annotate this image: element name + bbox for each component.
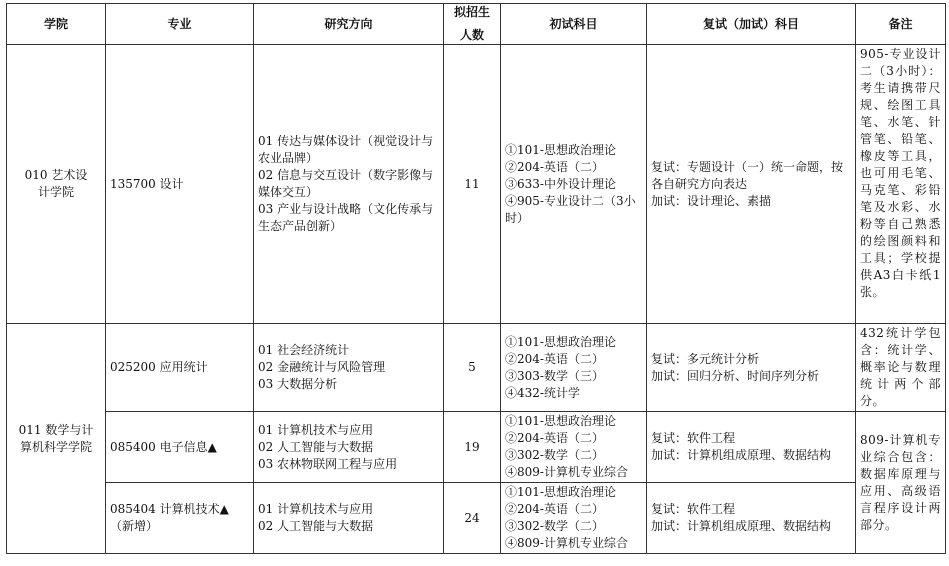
prelim-cell — [501, 45, 647, 324]
direction-item: 02 信息与交互设计（数字影像与媒体交互） — [258, 168, 434, 199]
prelim-subject: ②204-英语（二） — [505, 431, 604, 445]
prelim-subject: ④432-统计学 — [505, 385, 580, 400]
prelim-subject: ②204-英语（二） — [505, 351, 604, 366]
admissions-table — [6, 3, 946, 554]
prelim-subject: ④809-计算机专业综合 — [505, 465, 628, 479]
retest-subject: 加试：计算机组成原理、数据结构 — [651, 519, 832, 533]
prelim-subject: ③302-数学（二） — [505, 448, 604, 462]
note-cell: 809-计算机专业综合包含：数据库原理与应用、高级语言程序设计两部分。 — [856, 412, 946, 554]
direction-item: 03 农林物联网工程与应用 — [258, 456, 398, 471]
direction-item: 02 人工智能与大数据 — [258, 439, 374, 454]
direction-item: 03 产业与设计战略（文化传承与生态产品创新） — [258, 202, 434, 233]
table-row — [7, 324, 946, 412]
direction-item: 01 社会经济统计 — [258, 343, 350, 357]
retest-cell — [647, 412, 856, 483]
retest-cell — [647, 45, 856, 324]
header-quota-line2: 人数 — [459, 28, 484, 42]
retest-subject: 复试：软件工程 — [651, 431, 736, 445]
direction-cell — [254, 45, 444, 324]
major-cell: 135700 设计 — [106, 45, 254, 324]
direction-item: 03 大数据分析 — [258, 377, 338, 391]
table-header-row — [7, 4, 946, 45]
header-notes: 备注 — [856, 4, 946, 45]
retest-subject: 加试：设计理论、素描 — [651, 193, 772, 208]
prelim-subject: ③303-数学（三） — [505, 368, 604, 383]
prelim-subject: ①101-思想政治理论 — [505, 485, 616, 499]
prelim-cell — [501, 324, 647, 412]
table-row — [7, 483, 946, 554]
direction-cell — [254, 324, 444, 412]
prelim-subject: ③302-数学（二） — [505, 519, 604, 533]
retest-cell — [647, 483, 856, 554]
college-cell: 010 艺术设计学院 — [7, 45, 106, 324]
retest-subject: 加试：回归分析、时间序列分析 — [651, 368, 820, 383]
prelim-subject: ④809-计算机专业综合 — [505, 536, 628, 550]
retest-subject: 复试：专题设计（一）统一命题，按各自研究方向表达 — [651, 159, 844, 191]
header-prelim: 初试科目 — [501, 4, 647, 45]
quota-cell: 5 — [444, 324, 501, 412]
quota-cell: 11 — [444, 45, 501, 324]
retest-cell — [647, 324, 856, 412]
retest-subject: 复试：多元统计分析 — [651, 351, 760, 366]
direction-item: 02 人工智能与大数据 — [258, 519, 374, 533]
prelim-subject: ①101-思想政治理论 — [505, 414, 616, 428]
direction-item: 01 计算机技术与应用 — [258, 502, 374, 516]
prelim-subject: ④905-专业设计二（3小时） — [505, 193, 636, 225]
major-cell: 025200 应用统计 — [106, 324, 254, 412]
prelim-subject: ②204-英语（二） — [505, 502, 604, 516]
direction-item: 01 传达与媒体设计（视觉设计与农业品牌） — [258, 134, 434, 165]
direction-cell — [254, 412, 444, 483]
retest-subject: 加试：计算机组成原理、数据结构 — [651, 448, 832, 462]
major-cell: 085400 电子信息▲ — [106, 412, 254, 483]
header-quota-line1: 拟招生 — [453, 5, 490, 19]
header-retest: 复试（加试）科目 — [647, 4, 856, 45]
header-quota — [444, 4, 501, 45]
college-cell: 011 数学与计算机科学学院 — [7, 324, 106, 554]
prelim-cell — [501, 412, 647, 483]
header-college: 学院 — [7, 4, 106, 45]
direction-cell — [254, 483, 444, 554]
header-major: 专业 — [106, 4, 254, 45]
prelim-cell — [501, 483, 647, 554]
header-direction: 研究方向 — [254, 4, 444, 45]
quota-cell: 24 — [444, 483, 501, 554]
prelim-subject: ①101-思想政治理论 — [505, 142, 616, 157]
prelim-subject: ①101-思想政治理论 — [505, 334, 616, 349]
major-cell: 085404 计算机技术▲（新增） — [106, 483, 254, 554]
prelim-subject: ②204-英语（二） — [505, 159, 604, 174]
table-row — [7, 412, 946, 483]
note-cell: 905-专业设计二（3小时）：考生请携带尺规、绘图工具笔、水笔、针管笔、铅笔、橡皮等工具，也可用毛笔、马克笔、彩铅笔及水彩、水粉等自己熟悉的绘图颜料和工具；学校提供A3白卡纸1张。 — [856, 45, 946, 324]
table-row — [7, 45, 946, 324]
retest-subject: 复试：软件工程 — [651, 502, 736, 516]
quota-cell: 19 — [444, 412, 501, 483]
direction-item: 02 金融统计与风险管理 — [258, 360, 386, 374]
prelim-subject: ③633-中外设计理论 — [505, 176, 616, 191]
direction-item: 01 计算机技术与应用 — [258, 422, 374, 437]
note-cell: 432统计学包含：统计学、概率论与数理统计两个部分。 — [856, 324, 946, 412]
